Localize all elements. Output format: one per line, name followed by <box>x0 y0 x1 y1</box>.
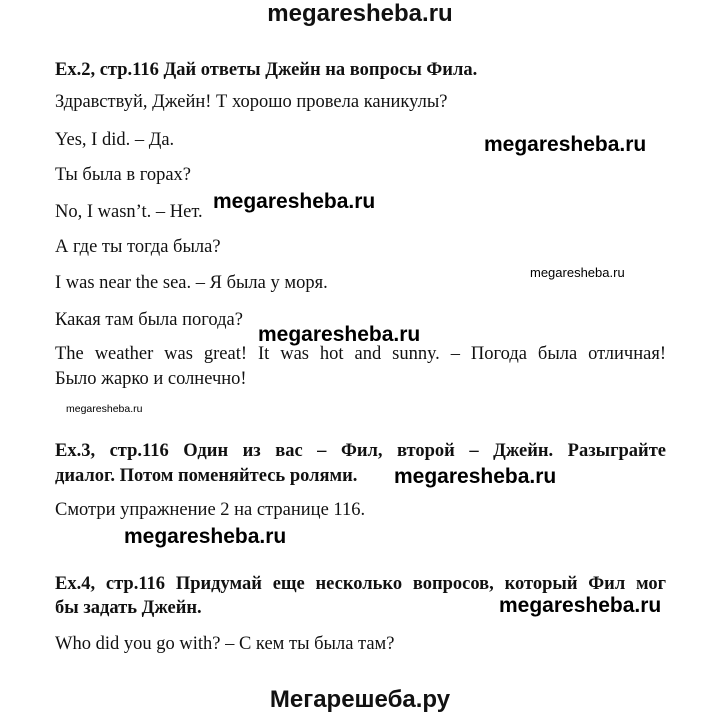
ex2-line-8: The weather was great! It was hot and sunny. – Погода была отличная! <box>55 344 666 364</box>
ex4-heading-line-1: Ex.4, стр.116 Придумай еще несколько вопросов, который Фил мог <box>55 574 666 594</box>
ex4-heading-line-2: бы задать Джейн. <box>55 598 202 618</box>
watermark-5: megaresheba.ru <box>66 403 143 415</box>
site-brand-header: megaresheba.ru <box>267 0 453 27</box>
ex2-line-3: Ты была в горах? <box>55 165 192 185</box>
ex4-answer: Who did you go with? – С кем ты была там? <box>55 634 395 654</box>
watermark-4: megaresheba.ru <box>258 323 421 346</box>
ex2-line-7: Какая там была погода? <box>55 310 243 330</box>
ex2-line-4: No, I wasn’t. – Нет. <box>55 202 203 222</box>
ex3-heading-line-1: Ex.3, стр.116 Один из вас – Фил, второй – Джейн. Разыграйте <box>55 441 666 461</box>
ex2-line-6: I was near the sea. – Я была у моря. <box>55 273 328 293</box>
ex2-line-2: Yes, I did. – Да. <box>55 130 175 150</box>
ex2-line-5: А где ты тогда была? <box>55 237 221 257</box>
watermark-7: megaresheba.ru <box>124 525 287 548</box>
ex2-heading: Ex.2, стр.116 Дай ответы Джейн на вопросы Фила. <box>55 60 478 80</box>
ex3-answer: Смотри упражнение 2 на странице 116. <box>55 500 366 520</box>
watermark-8: megaresheba.ru <box>499 594 662 617</box>
watermark-2: megaresheba.ru <box>213 190 376 213</box>
ex2-line-1: Здравствуй, Джейн! Т хорошо провела каникулы? <box>55 92 448 112</box>
ex2-line-9: Было жарко и солнечно! <box>55 369 247 389</box>
site-brand-footer: Мегарешеба.ру <box>269 686 451 713</box>
watermark-6: megaresheba.ru <box>394 465 557 488</box>
watermark-1: megaresheba.ru <box>484 133 647 156</box>
watermark-3: megaresheba.ru <box>530 265 625 280</box>
ex3-heading-line-2: диалог. Потом поменяйтесь ролями. <box>55 466 358 486</box>
